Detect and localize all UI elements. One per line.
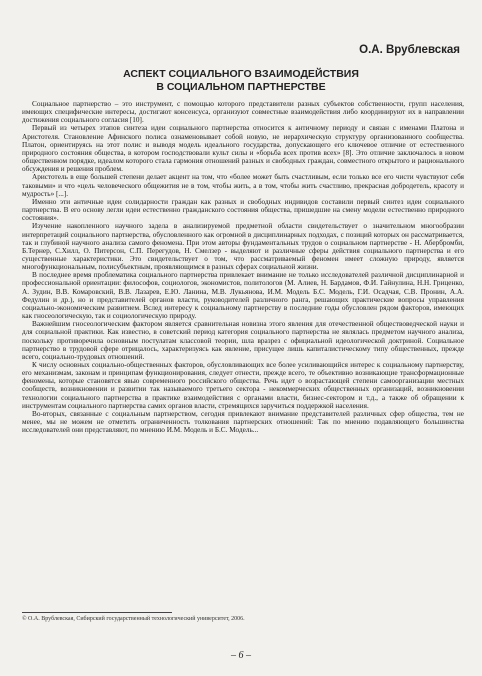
title-line-2: В СОЦИАЛЬНОМ ПАРТНЕРСТВЕ [156,81,326,93]
paragraph: Первый из четырех этапов синтеза идеи социального партнерства относится к античному периоду и связан с именами Платона и Аристотеля. Становление Афинского полиса ознаменовывает собой новую, не иерархическую структуру организованного сообщества. Платон, ориентируясь на этот полис и выводя модель идеального государства, допускающего его ключевое отличие от естественного природного состояния общества, в котором господствовали культ силы и «борьба всех против всех» [8]. Это отличие заключалось в новом общественном порядке, идеалом которого стала гармония отношений разных и свободных граждан, совместного открытого и рационального обсуждения и решения проблем. [22,124,464,174]
paragraph: Важнейшим гносеологическим фактором является сравнительная новизна этого явления для отечественной обществоведческой науки и для социальной практики. Как известно, в советский период категория социального партнерства не являлась предметом научного анализа, поскольку противоречила основным постулатам классовой теории, шла вразрез с официальной идеологической доктриной. Социальное партнерство в трудовой сфере отрицалось, характеризуясь как явление, присущее лишь капиталистическому типу общественных, прежде всего, социально-трудовых отношений. [22,320,464,361]
title-line-1: АСПЕКТ СОЦИАЛЬНОГО ВЗАИМОДЕЙСТВИЯ [123,68,359,80]
article-title [0,68,482,94]
paragraph: Аристотель в еще большей степени делает акцент на том, что «более может быть счастливым, если только все его чисти чувствуют себя таковыми» и что «цель человеческого общежития не в том, чтобы жить, а в том, чтобы жить счастливо, прекрасная добродетель, красоту и мудрость» [...]. [22,173,464,198]
paragraph: Социальное партнерство – это инструмент, с помощью которого представители разных субъектов собственности, групп населения, имеющих специфические интересы, достигают консенсуса, организуют совместные взаимодействия либо координируют их в направлении достижения социального согласия [10]. [22,100,464,125]
author-name: О.А. Врублевская [359,44,460,56]
paragraph: Изучение накопленного научного задела в анализируемой предметной области свидетельствует о значительном многообразии интерпретаций социального партнерства, обусловленного как огромной в дисциплинарных подходах, с позиций которых он рассматривается, так и глубиной научного анализа самого феномена. При этом авторы фундаментальных трудов о социальном партнерстве - Н. Абербромби, Б.Тернер, С.Хилл, О. Питерсон, С.П. Перегудов, Н. Смелзер - выделяют и различные сферы действия социального партнерства и его существенные характеристики. Это свидетельствует о том, что рассматриваемый феномен имеет сложную природу, является многофункциональным, полисубъектным, проявляющимся в разных сферах социальной жизни. [22,222,464,272]
paragraph: Во-вторых, связанные с социальным партнерством, сегодня привлекают внимание представителей различных сфер общества, тем не менее, мы не можем не отметить ограниченность толкования партнерских отношений: Так по мнению подавляющего большинства исследователей они представляют, по мнению И.М. Модель и Б.С. Модель... [22,409,464,435]
paragraph: К числу основных социально-общественных факторов, обусловливающих все более усиливающийся интерес к социальному партнерству, его механизмам, законам и принципам функционирования, следует отнести, прежде всего, те объективно возникающие трансформационные феномены, которые становятся явью современного российского общества. Речь идет о возрастающей степени самоорганизации местных сообществ, возникновении и развитии так называемого третьего сектора - некоммерческих общественных организаций, возникновении технологии социального партнерства в практике взаимодействия с органами власти, бизнес-сектором и т.д., а также об обращении к инструментам социального партнерства самих органов власти, стремящихся заручиться поддержкой населения. [22,361,464,410]
article-body [22,100,464,610]
footnote-divider [22,612,172,613]
paragraph: В последнее время проблематика социального партнерства привлекает внимание не только исследователей различной дисциплинарной и профессиональной ориентации: философов, социологов, экономистов, политологов (М. Алиев, Н. Бардамов, Ф.И. Гайнулина, Н.Н. Гриценко, А. Зудин, В.В. Комаровский, В.В. Лазарев, Е.Ю. Ланина, М.В. Лукьянова, И.М. Модель Б.С. Модель, Г.И. Осадчая, С.В. Пронин, А.А. Федулин и др.), но и представителей органов власти, руководителей различного ранга, решающих практические вопросы управления социально-экономическим развитием. Вслед интересу к социальному партнерству в последние годы обусловлен рядом факторов, имеющих как гносеологическую, так и социологическую природу. [22,271,464,321]
page-number: – 6 – [231,650,251,661]
footnote: © О.А. Врублевская, Сибирский государственный технологический университет, 2006. [22,616,245,622]
paragraph: Именно эти античные идеи солидарности граждан как разных и свободных индивидов составили первый синтез идеи социального партнерства. В его основу легли идеи естественно гражданского состояния общества, пришедшие на смену модели естественно природного состояния». [22,197,464,223]
